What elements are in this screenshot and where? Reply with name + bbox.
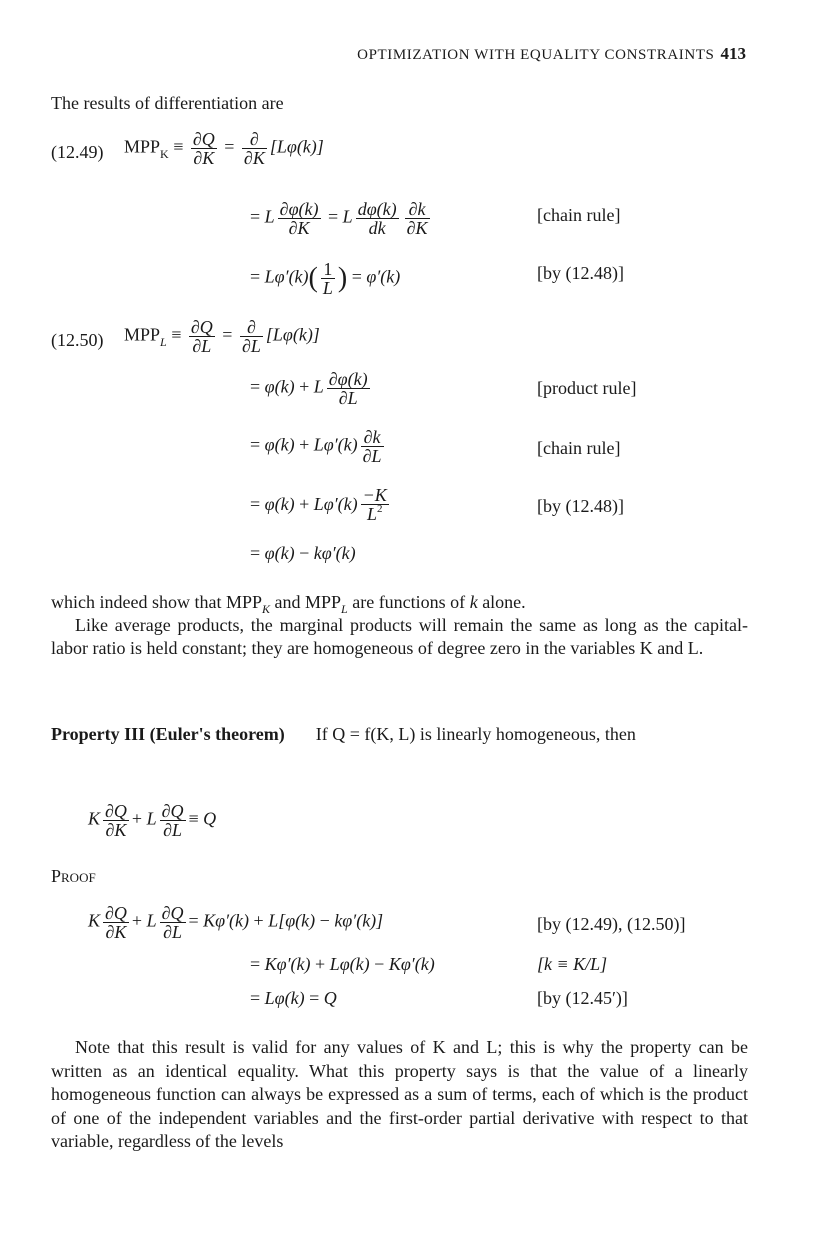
- eq-12-50-note-by: [by (12.48)]: [537, 496, 624, 516]
- proof-note-2: [k ≡ K/L]: [537, 954, 608, 974]
- intro-line: The results of differentiation are: [51, 93, 284, 113]
- eq-12-50-line4: = φ(k) + Lφ′(k) $\frac{-K}{L^2}$: [250, 485, 387, 524]
- page-number: 413: [720, 44, 746, 63]
- proof-line3: = Lφ(k) = Q: [250, 988, 337, 1008]
- proof-note-3: [by (12.45′)]: [537, 988, 628, 1008]
- eq-12-49-label: (12.49): [51, 142, 104, 162]
- closing-paragraph: Note that this result is valid for any values of K and L; this is why the property can be written as an identical equality. What this property says is that the value of a linearly homogeneous function can always be expressed as a sum of terms, each of which is the product of one of the independent variables and the first-order partial derivative with respect to that variable, regardless of the levels: [51, 1037, 748, 1151]
- conclusion-line: which indeed show that $MPP_K$ and $MPP_L$ are functions of k alone.: [51, 592, 526, 616]
- eq-12-50-note-product: [product rule]: [537, 378, 637, 398]
- eq-12-49-line3: = Lφ′(k)( $\frac{1}{L}$ ) = φ′(k): [250, 259, 401, 298]
- proof-note-1: [by (12.49), (12.50)]: [537, 914, 686, 934]
- property-iii-title: Property III (Euler's theorem): [51, 724, 285, 744]
- eq-12-50-line2: = φ(k) + L $\frac{\partial\varphi(k)}{\partial L}$: [250, 369, 368, 408]
- eq-12-50-line3: = φ(k) + Lφ′(k) $\frac{\partial k}{\partial L}$: [250, 427, 382, 466]
- paragraph-average-products: Like average products, the marginal products will remain the same as long as the capital-labor ratio is held constant; they are homogeneous of degree zero in the variables K and L.: [51, 615, 748, 658]
- eq-12-50-note-chain: [chain rule]: [537, 438, 621, 458]
- property-iii-text: If Q = f(K, L) is linearly homogeneous, then: [315, 724, 636, 744]
- running-title: OPTIMIZATION WITH EQUALITY CONSTRAINTS: [357, 47, 715, 63]
- eq-12-50-label: (12.50): [51, 330, 104, 350]
- eq-12-49-line1: $MPP_K$ ≡ $\frac{\partial Q}{\partial K}$ = $\frac{\partial}{\partial K}$ [Lφ(k)]: [124, 129, 324, 168]
- proof-heading: Proof: [51, 866, 96, 886]
- proof-line1: K $\frac{\partial Q}{\partial K}$ + L $\frac{\partial Q}{\partial L}$ = Kφ′(k) + L[φ(k) − kφ′(k)]: [88, 903, 384, 942]
- eq-12-49-note-chain: [chain rule]: [537, 205, 621, 225]
- euler-identity: K $\frac{\partial Q}{\partial K}$ + L $\frac{\partial Q}{\partial L}$ ≡ Q: [88, 801, 217, 840]
- running-head: [357, 44, 746, 64]
- eq-12-50-line5: = φ(k) − kφ′(k): [250, 543, 356, 563]
- proof-line2: = Kφ′(k) + Lφ(k) − Kφ′(k): [250, 954, 435, 974]
- property-iii: [51, 723, 748, 746]
- eq-12-49-line2: = L $\frac{\partial\varphi(k)}{\partial K}$ = L $\frac{d\varphi(k)}{dk}$ $\frac{\partial k}{\partial K}$: [250, 199, 428, 238]
- eq-12-49-note-by: [by (12.48)]: [537, 263, 624, 283]
- eq-12-50-line1: $MPP_L$ ≡ $\frac{\partial Q}{\partial L}$ = $\frac{\partial}{\partial L}$ [Lφ(k)]: [124, 317, 320, 356]
